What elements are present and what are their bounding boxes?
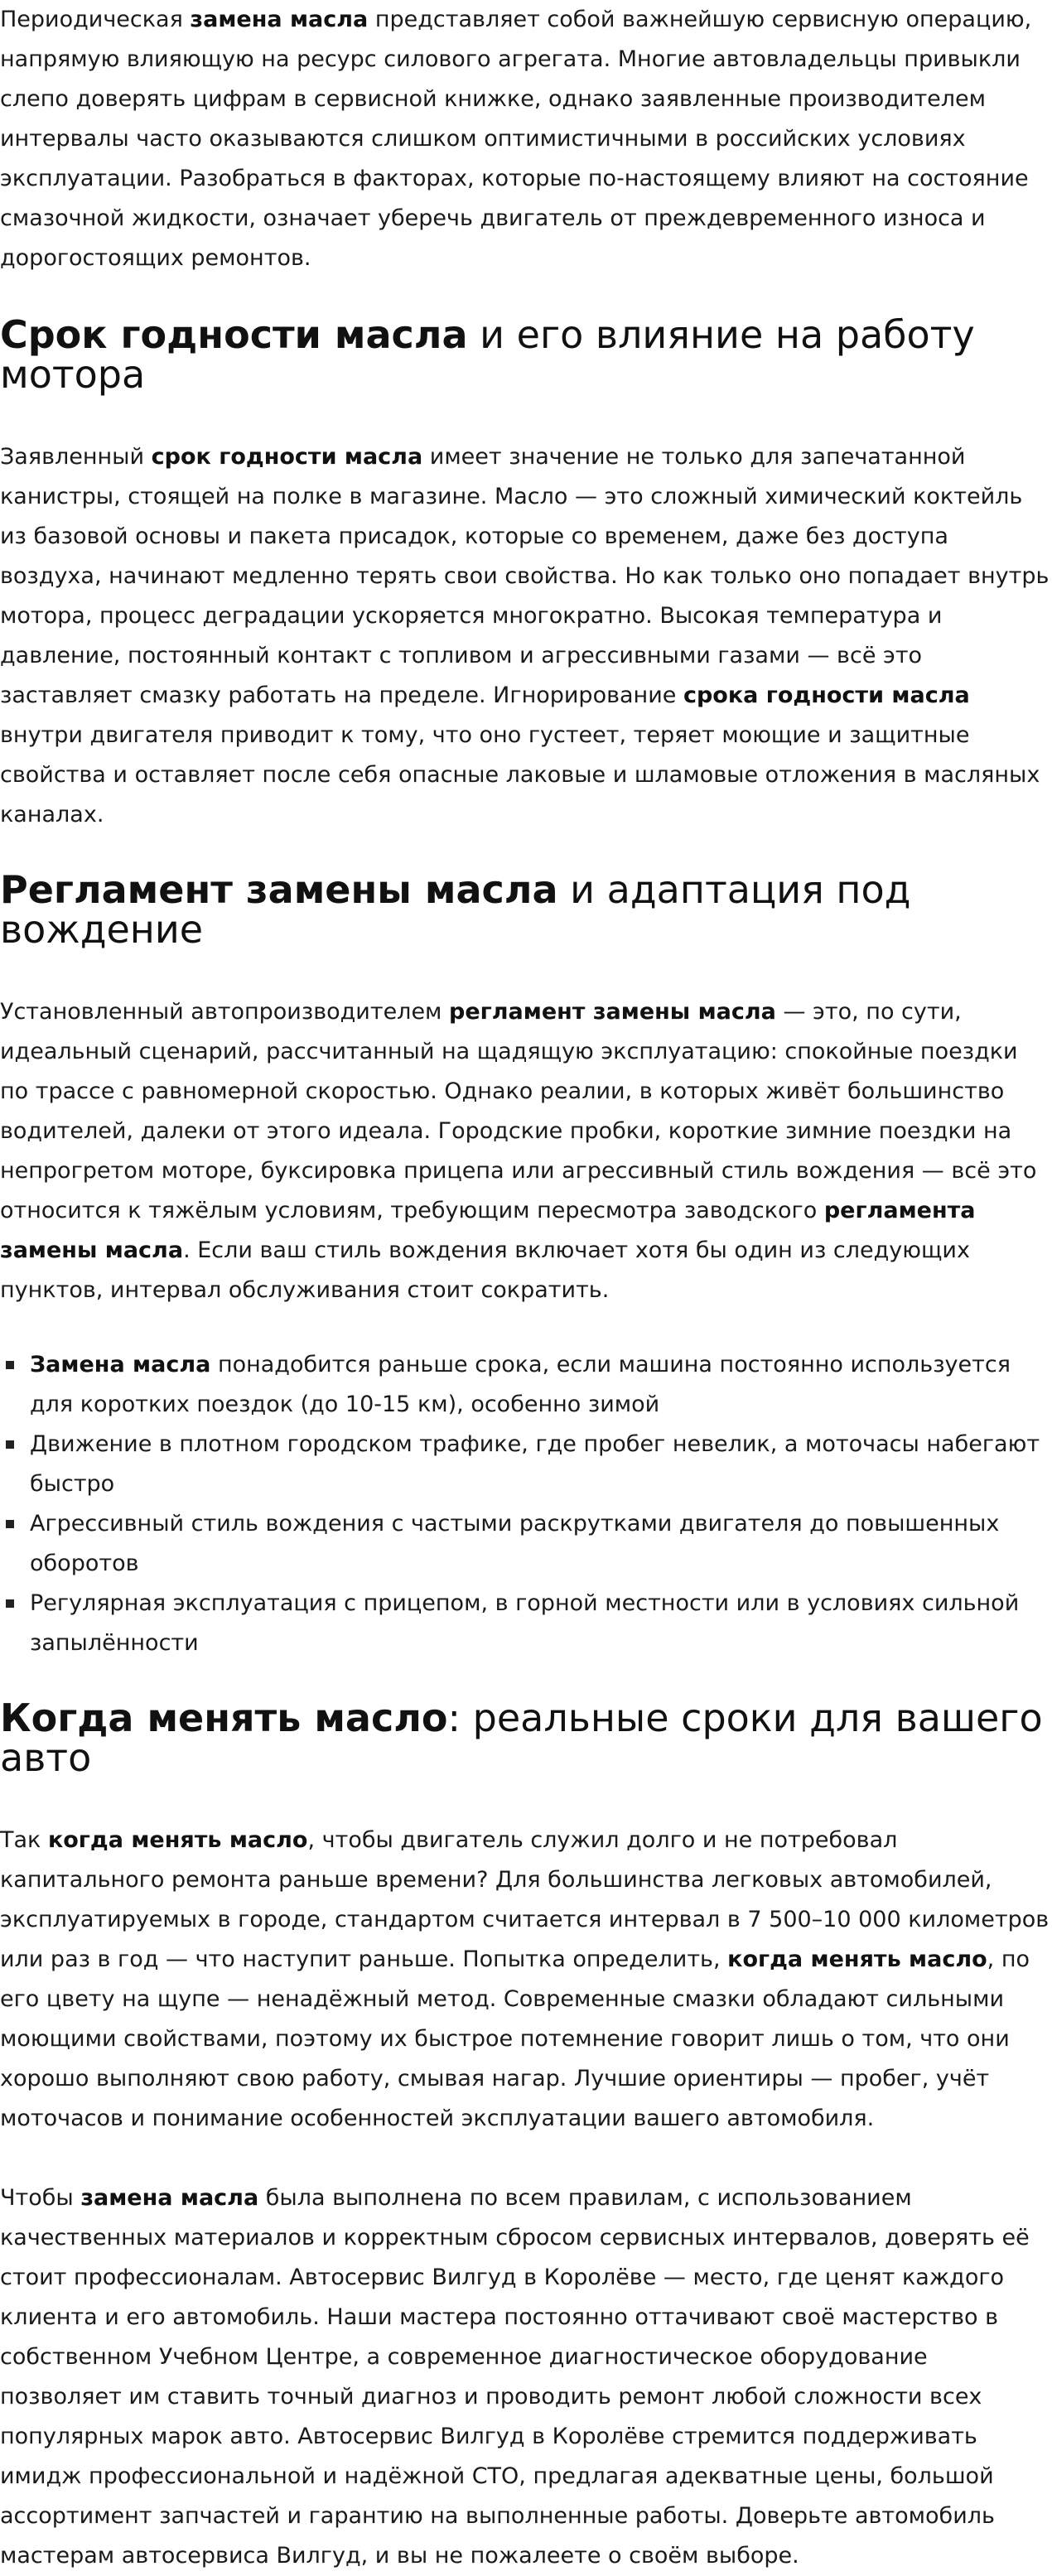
section1-paragraph (0, 437, 1052, 835)
section3-heading (0, 1698, 1052, 1778)
section2-keyword-2: регламента замены масла (0, 1198, 976, 1263)
square-bullet-icon (6, 1520, 14, 1528)
section3-heading-keyword: Когда менять масло (0, 1696, 448, 1740)
square-bullet-icon (6, 1440, 14, 1449)
section3-p2-text-pre: Чтобы (0, 2185, 81, 2211)
intro-text-post: представляет собой важнейшую сервисную операцию, напрямую влияющую на ресурс силового агрегата. Многие автовладельцы привыкли слепо доверять цифрам в сервисной книжке, однако заявленные производителем интервалы часто оказываются слишком оптимистичными в российских условиях эксплуатации. Разобраться в факторах, которые по-настоящему влияют на состояние смазочной жидкости, означает уберечь двигатель от преждевременного износа и дорогостоящих ремонтов. (0, 7, 1032, 271)
section2-heading-rest: и адаптация под вождение (0, 867, 911, 952)
section3-paragraph-2 (0, 2178, 1052, 2576)
section2-text-pre: Установленный автопроизводителем (0, 999, 450, 1025)
section2-text-mid: — это, по сути, идеальный сценарий, рассчитанный на щадящую эксплуатацию: спокойные поездки по трассе с равномерной скоростью. Однако реалии, в которых живёт большинство водителей, далеки от этого идеала. Городские пробки, короткие зимние поездки на непрогретом моторе, буксировка прицепа или агрессивный стиль вождения — всё это относится к тяжёлым условиям, требующим пересмотра заводского (0, 999, 1037, 1223)
list-item (0, 1504, 1052, 1584)
list-item-text: Движение в плотном городском трафике, где пробег невелик, а моточасы набегают быстро (30, 1431, 1040, 1497)
section3-heading-rest: : реальные сроки для вашего авто (0, 1696, 1043, 1780)
section3-p1-text-mid: , чтобы двигатель служил долго и не потребовал капитального ремонта раньше времени? Для большинства легковых автомобилей, эксплуатируемых в городе, стандартом считается интервал в 7 500–10 000 километров или раз в год — что наступит раньше. Попытка определить, (0, 1827, 1050, 1972)
intro-text-pre: Периодическая (0, 7, 191, 32)
section1-keyword-1: срок годности масла (151, 444, 423, 470)
section3-p2-text-post: была выполнена по всем правилам, с использованием качественных материалов и корректным сбросом сервисных интервалов, доверять её стоит профессионалам. Автосервис Вилгуд в Королёве — место, где ценят каждого клиента и его автомобиль. Наши мастера постоянно оттачивают своё мастерство в собственном Учебном Центре, а современное диагностическое оборудование позволяет им ставить точный диагноз и проводить ремонт любой сложности всех популярных марок авто. Автосервис Вилгуд в Королёве стремится поддерживать имидж профессиональной и надёжной СТО, предлагая адекватные цены, большой ассортимент запчастей и гарантию на выполненные работы. Доверьте автомобиль мастерам автосервиса Вилгуд, и вы не пожалеете о своём выборе. (0, 2185, 1030, 2569)
list-item-keyword: Замена масла (30, 1352, 211, 1377)
section1-heading (0, 312, 1052, 397)
section3-p1-keyword-1: когда менять масло (47, 1827, 308, 1853)
section3-paragraph-1 (0, 1821, 1052, 2139)
conditions-list (0, 1345, 1052, 1663)
square-bullet-icon (6, 1361, 14, 1369)
intro-paragraph (0, 0, 1052, 278)
list-item-text: понадобится раньше срока, если машина постоянно используется для коротких поездок (до 10-15 км), особенно зимой (30, 1352, 1011, 1417)
section2-paragraph (0, 992, 1052, 1310)
section3-p1-keyword-2: когда менять масло (727, 1946, 987, 1972)
list-item-text: Регулярная эксплуатация с прицепом, в горной местности или в условиях сильной запылённости (30, 1590, 1020, 1656)
section1-text-mid: имеет значение не только для запечатанной канистры, стоящей на полке в магазине. Масло — это сложный химический коктейль из базовой основы и пакета присадок, которые со временем, даже без доступа воздуха, начинают медленно терять свои свойства. Но как только оно попадает внутрь мотора, процесс деградации ускоряется многократно. Высокая температура и давление, постоянный контакт с топливом и агрессивными газами — всё это заставляет смазку работать на пределе. Игнорирование (0, 444, 1050, 708)
section1-heading-rest: и его влияние на работу мотора (0, 312, 975, 397)
section3-p2-keyword: замена масла (80, 2185, 259, 2211)
section2-text-post: . Если ваш стиль вождения включает хотя бы один из следующих пунктов, интервал обслуживания стоит сократить. (0, 1237, 970, 1303)
section3-p1-text-post: , по его цвету на щупе — ненадёжный метод. Современные смазки обладают сильными моющими свойствами, поэтому их быстрое потемнение говорит лишь о том, что они хорошо выполняют свою работу, смывая нагар. Лучшие ориентиры — пробег, учёт моточасов и понимание особенностей эксплуатации вашего автомобиля. (0, 1946, 1030, 2131)
list-item (0, 1425, 1052, 1504)
section2-keyword-1: регламент замены масла (449, 999, 776, 1025)
intro-keyword: замена масла (190, 7, 369, 32)
square-bullet-icon (6, 1599, 14, 1608)
section1-text-pre: Заявленный (0, 444, 152, 470)
list-item (0, 1345, 1052, 1425)
section2-heading (0, 867, 1052, 952)
list-item-text: Агрессивный стиль вождения с частыми раскрутками двигателя до повышенных оборотов (30, 1511, 1000, 1576)
list-item (0, 1584, 1052, 1663)
section2-heading-keyword: Регламент замены масла (0, 867, 558, 912)
section1-keyword-2: срока годности масла (683, 683, 970, 708)
section3-p1-text-pre: Так (0, 1827, 48, 1853)
section1-heading-keyword: Срок годности масла (0, 312, 468, 357)
section1-text-post: внутри двигателя приводит к тому, что оно густеет, теряет моющие и защитные свойства и оставляет после себя опасные лаковые и шламовые отложения в масляных каналах. (0, 722, 1040, 827)
